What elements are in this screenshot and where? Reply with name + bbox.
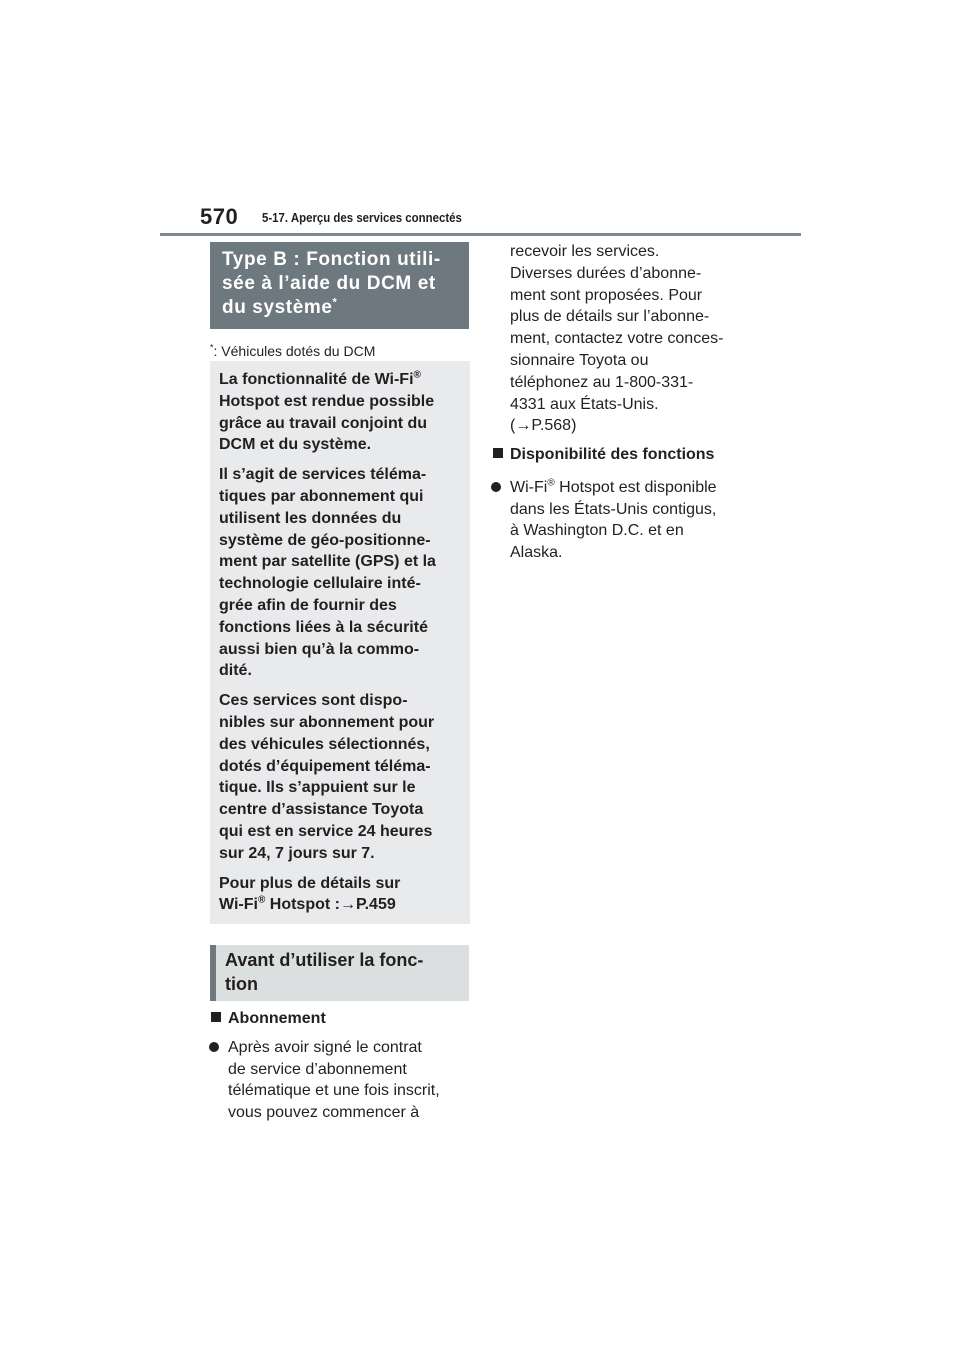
info-p1-line-3: grâce au travail conjoint du	[219, 414, 428, 432]
before-title-line-1: Avant d’utiliser la fonc-	[225, 950, 424, 970]
continued-line-5: ment, contactez votre conces-	[510, 330, 724, 348]
info-paragraph-2	[219, 464, 464, 682]
bullet-dot-icon	[209, 1042, 219, 1052]
continued-line-2: Diverses durées d’abonne-	[510, 264, 702, 282]
availability-heading-text: Disponibilité des fonctions	[510, 446, 715, 463]
info-p3-line-2: nibles sur abonnement pour	[219, 713, 435, 731]
continued-line-4: plus de détails sur l’abonne-	[510, 308, 710, 326]
type-b-title-box	[210, 242, 469, 329]
availability-wifi: Wi-Fi	[510, 479, 548, 496]
arrow-icon: →	[339, 896, 356, 914]
info-p3-line-6: centre d’assistance Toyota	[219, 801, 424, 819]
section-title: 5-17. Aperçu des services connectés	[262, 210, 462, 225]
info-box	[210, 361, 470, 924]
info-p3-line-3: des véhicules sélectionnés,	[219, 735, 430, 753]
arrow-icon: →	[515, 417, 532, 435]
info-p2-line-6: technologie cellulaire inté-	[219, 575, 421, 593]
availability-heading	[493, 444, 714, 466]
availability-line-1-rest: Hotspot est disponible	[554, 479, 717, 496]
info-p2-line-8: fonctions liées à la sécurité	[219, 618, 428, 636]
info-p2-line-1: Il s’agit de services téléma-	[219, 466, 427, 484]
page-reference-link[interactable]: P.568)	[531, 417, 577, 435]
title-asterisk: *	[332, 296, 338, 309]
subscription-line-3: télématique et une fois inscrit,	[228, 1082, 440, 1099]
continued-line-6: sionnaire Toyota ou	[510, 351, 649, 369]
page-reference-link[interactable]: P.459	[355, 896, 396, 914]
footnote	[210, 343, 375, 359]
info-p2-line-2: tiques par abonnement qui	[219, 487, 424, 505]
before-title-line-2: tion	[225, 974, 258, 994]
info-p2-line-9: aussi bien qu’à la commo-	[219, 640, 420, 658]
info-p3-line-1: Ces services sont dispo-	[219, 692, 408, 710]
subscription-line-1: Après avoir signé le contrat	[228, 1039, 422, 1056]
continued-paren: (	[510, 417, 516, 435]
info-p2-line-7: grée afin de fournir des	[219, 596, 397, 614]
registered-mark: ®	[413, 369, 421, 381]
info-p3-line-5: tique. Ils s’appuient sur le	[219, 779, 416, 797]
registered-mark: ®	[547, 477, 555, 489]
info-p1-line-2: Hotspot est rendue possible	[219, 392, 435, 410]
subscription-bullet	[228, 1037, 440, 1123]
subscription-heading	[211, 1008, 326, 1030]
title-line-2: sée à l’aide du DCM et	[222, 273, 436, 294]
continued-line-1: recevoir les services.	[510, 243, 660, 260]
info-p1-line-4: DCM et du système.	[219, 436, 372, 454]
subscription-continued	[510, 241, 723, 437]
footnote-text: : Véhicules dotés du DCM	[213, 343, 376, 359]
availability-line-2: dans les États-Unis contigus,	[510, 500, 717, 518]
subscription-heading-text: Abonnement	[228, 1010, 326, 1027]
title-line-3-text: du système	[222, 297, 333, 318]
square-bullet-icon	[211, 1012, 221, 1022]
availability-line-4: Alaska.	[510, 543, 563, 561]
info-p3-line-8: sur 24, 7 jours sur 7.	[219, 844, 375, 862]
bullet-dot-icon	[491, 482, 501, 492]
info-p1-line-1: La fonctionnalité de Wi-Fi	[219, 371, 414, 388]
info-p4-wifi: Wi-Fi	[219, 896, 258, 914]
continued-line-8: 4331 aux États-Unis.	[510, 395, 659, 413]
footnote-asterisk: *	[210, 342, 214, 353]
info-p2-line-5: ment par satellite (GPS) et la	[219, 553, 436, 571]
info-p4-line-1: Pour plus de détails sur	[219, 874, 401, 892]
availability-line-3: à Washington D.C. et en	[510, 522, 684, 539]
before-using-title-box	[210, 945, 469, 1001]
continued-line-7: téléphonez au 1-800-331-	[510, 373, 694, 391]
subscription-line-2: de service d’abonnement	[228, 1060, 407, 1078]
continued-line-3: ment sont proposées. Pour	[510, 286, 703, 304]
availability-bullet	[510, 477, 717, 563]
info-p3-line-7: qui est en service 24 heures	[219, 822, 433, 840]
subscription-line-4: vous pouvez commencer à	[228, 1103, 420, 1121]
page-number: 570	[200, 204, 239, 229]
info-p2-line-10: dité.	[219, 662, 252, 680]
square-bullet-icon	[493, 448, 503, 458]
info-p4-hotspot: Hotspot :	[265, 896, 340, 914]
info-p2-line-4: système de géo-positionne-	[219, 531, 431, 549]
info-paragraph-4	[219, 873, 464, 917]
registered-mark: ®	[257, 895, 266, 906]
info-paragraph-3	[219, 690, 464, 864]
title-line-1: Type B : Fonction utili-	[222, 249, 441, 270]
info-p2-line-3: utilisent les données du	[219, 509, 402, 527]
info-paragraph-1	[219, 369, 464, 456]
title-line-3	[222, 296, 461, 320]
header-rule	[160, 233, 801, 236]
info-p3-line-4: dotés d’équipement téléma-	[219, 757, 431, 775]
